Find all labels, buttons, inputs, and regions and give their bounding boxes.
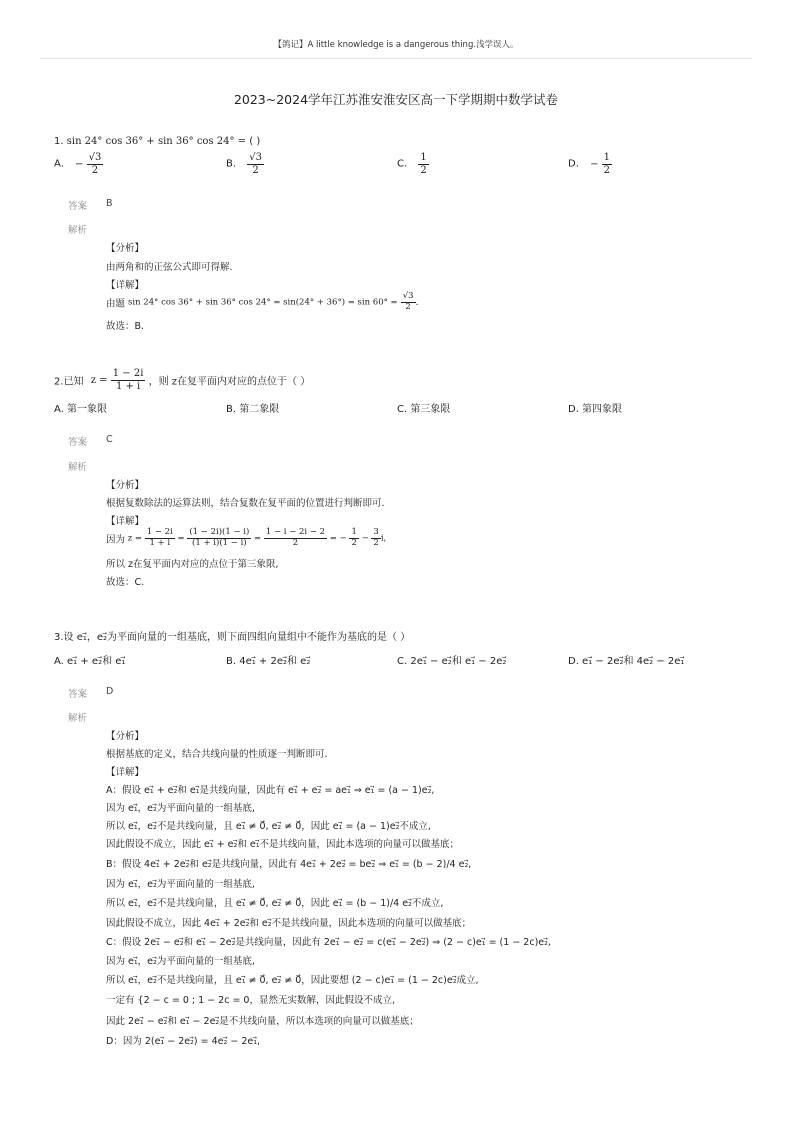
q3-detail-line: 因此 2e₁⃗ − e₂⃗和 e₁⃗ − 2e₂⃗是不共线向量，所以本选项的向量可以做基底； [106,1016,419,1027]
detail-fraction-4 [349,528,358,549]
q3-detail-line: 因此假设不成立，因此 4e₁⃗ + 2e₂⃗和 e₂⃗不是共线向量，因此本选项的向量可以做基底； [106,918,472,929]
question-2-stem [54,368,310,392]
q1-analysis-heading: 【分析】 [106,243,145,254]
question-1-option-a [54,152,103,176]
detail-end: . [415,296,419,308]
question-2-number: 2.已知 [54,376,84,388]
detail-math: sin 24° cos 36° + sin 36° cos 24° = sin(24° + 36°) = sin 60° = [128,297,398,308]
answer-label: 答案 [68,689,88,700]
equals-sign: = [254,533,262,544]
q2-analysis-heading: 【分析】 [106,480,145,491]
question-1-stem [54,136,260,147]
q3-detail-heading: 【详解】 [106,767,145,778]
analysis-label: 解析 [68,713,88,724]
question-3-option-b: B. 4e₁⃗ + 2e₂⃗和 e₂⃗ [226,656,311,667]
fraction-denominator: 1 + i [149,537,171,548]
fraction-numerator: 1 [603,152,611,163]
q3-detail-line: 因为 e₁⃗，e₂⃗为平面向量的一组基底, [106,956,255,967]
fraction-denominator: 2 [252,164,259,176]
fraction-denominator: 2 [420,164,427,176]
q3-detail-line: C：假设 2e₁⃗ − e₂⃗和 e₁⃗ − 2e₂⃗是共线向量，因此有 2e₁⃗ − e₂⃗ = c(e₁⃗ − 2e₂⃗) ⇒ (2 − c)e₁⃗ = (1 − 2c)e₂⃗, [106,937,551,948]
fraction-numerator: (1 − 2i)(1 − i) [189,527,250,537]
minus-sign: − [361,533,369,544]
q3-detail-line: D：因为 2(e₁⃗ − 2e₂⃗) = 4e₂⃗ − 2e₁⃗, [106,1036,261,1047]
option-fraction [247,152,264,176]
question-1-number: 1. [54,136,64,147]
analysis-label: 解析 [68,225,88,236]
analysis-label: 解析 [68,462,88,473]
question-1-answer: B [106,198,113,209]
option-label: D. [568,158,579,170]
question-2-option-d: D. 第四象限 [568,404,623,415]
q2-detail-line [106,528,386,549]
fraction-numerator: 1 [420,152,427,163]
question-1-paren: ( ) [249,136,261,147]
q2-detail-heading: 【详解】 [106,516,145,527]
fraction-denominator: 2 [373,537,379,548]
answer-label: 答案 [68,201,88,212]
question-3-option-d: D. e₁⃗ − 2e₂⃗和 4e₂⃗ − 2e₁⃗ [568,656,685,667]
question-3-answer: D [106,686,114,697]
fraction-numerator: √3 [249,152,262,163]
question-2-answer: C [106,434,113,445]
option-fraction [602,152,612,176]
q3-detail-line: 因此假设不成立，因此 e₁⃗ + e₂⃗和 e₁⃗不是共线向量，因此本选项的向量可以做基底； [106,839,459,850]
fraction-denominator: 2 [603,164,611,176]
detail-fraction [401,292,416,313]
question-1-option-c [397,152,429,176]
fraction-numerator: 1 − i − 2i − 2 [265,527,326,537]
fraction-numerator: 1 − 2i [146,527,173,537]
question-3-option-c: C. 2e₁⃗ − e₂⃗和 e₁⃗ − 2e₂⃗ [397,656,507,667]
detail-prefix: 因为 [106,534,126,546]
fraction-numerator: 3 [373,527,379,537]
detail-end: i, [380,533,387,544]
q1-detail-line [106,292,419,313]
q1-detail-heading: 【详解】 [106,280,145,291]
question-2-option-a: A. 第一象限 [54,404,108,415]
answer-label: 答案 [68,437,88,448]
q1-conclusion: 故选：B. [106,321,145,332]
q2-quadrant-text: 所以 z在复平面内对应的点位于第三象限, [106,559,279,570]
fraction-denominator: 2 [91,164,99,176]
q3-analysis-heading: 【分析】 [106,731,145,742]
question-2-z: z = [90,374,108,386]
detail-fraction-3 [264,528,327,549]
minus-sign: = − [329,533,347,544]
fraction-numerator: 1 [351,527,357,537]
q3-detail-line: 所以 e₁⃗，e₂⃗不是共线向量，且 e₁⃗ ≠ 0⃗, e₂⃗ ≠ 0⃗，因此 e₁⃗ = (a − 1)e₂⃗不成立, [106,821,431,832]
option-sign: − [75,158,84,170]
question-3-stem: 3.设 e₁⃗，e₂⃗为平面向量的一组基底，则下面四组向量组中不能作为基底的是（ ） [54,632,411,643]
q3-detail-line: 所以 e₁⃗，e₂⃗不是共线向量，且 e₁⃗ ≠ 0⃗, e₂⃗ ≠ 0⃗，因此 e₁⃗ = (b − 1)/4 e₂⃗不成立, [106,898,444,909]
q3-detail-line: A：假设 e₁⃗ + e₂⃗和 e₁⃗是共线向量，因此有 e₁⃗ + e₂⃗ = ae₁⃗ ⇒ e₁⃗ = (a − 1)e₂⃗, [106,785,435,796]
detail-fraction-1 [145,528,175,549]
fraction-numerator: √3 [88,152,102,163]
option-fraction [87,152,104,176]
option-label: B. [226,158,237,170]
fraction-denominator: 2 [405,301,411,312]
detail-fraction-2 [187,528,251,549]
option-sign: − [590,158,599,170]
equals-sign: = [177,533,185,544]
q3-detail-line: 因为 e₁⃗，e₂⃗为平面向量的一组基底, [106,879,255,890]
question-2-option-b: B. 第二象限 [226,404,280,415]
page-motto: 【鸽记】A little knowledge is a dangerous thing.浅学误人。 [273,40,519,50]
detail-prefix: 由题 [106,298,126,310]
fraction-denominator: (1 + i)(1 − i) [192,537,247,548]
page-title: 2023~2024学年江苏淮安淮安区高一下学期期中数学试卷 [233,92,559,107]
detail-z: z = [127,533,143,544]
q2-conclusion: 故选：C. [106,577,145,588]
option-label: C. [397,158,408,170]
q3-detail-line: 因为 e₁⃗，e₂⃗为平面向量的一组基底, [106,803,255,814]
option-fraction [418,152,428,176]
fraction-denominator: 2 [351,537,357,548]
question-1-option-b [226,152,264,176]
fraction-denominator: 2 [292,537,299,548]
question-2-suffix: ，则 z在复平面内对应的点位于（ ） [148,376,311,388]
q3-analysis-text: 根据基底的定义，结合共线向量的性质逐一判断即可. [106,749,328,760]
detail-fraction-5 [371,528,380,549]
q3-detail-line: 所以 e₁⃗，e₂⃗不是共线向量，且 e₁⃗ ≠ 0⃗, e₂⃗ ≠ 0⃗，因此要想 (2 − c)e₁⃗ = (1 − 2c)e₂⃗成立, [106,975,479,986]
question-3-option-a: A. e₁⃗ + e₂⃗和 e₁⃗ [54,656,126,667]
q3-detail-line: B：假设 4e₁⃗ + 2e₂⃗和 e₂⃗是共线向量，因此有 4e₁⃗ + 2e₂⃗ = be₂⃗ ⇒ e₁⃗ = (b − 2)/4 e₂⃗, [106,859,472,870]
option-label: A. [54,158,64,170]
fraction-numerator: √3 [402,291,414,301]
q3-detail-line: 一定有 {2 − c = 0 ; 1 − 2c = 0，显然无实数解，因此假设不成立, [106,995,395,1006]
q1-analysis-text: 由两角和的正弦公式即可得解. [106,262,233,273]
fraction-numerator: 1 − 2i [112,368,144,379]
question-2-option-c: C. 第三象限 [397,404,451,415]
header-divider [40,58,752,59]
q2-analysis-text: 根据复数除法的运算法则，结合复数在复平面的位置进行判断即可. [106,498,385,509]
question-2-fraction [111,368,146,392]
question-1-option-d [568,152,612,176]
question-1-math: sin 24° cos 36° + sin 36° cos 24° = [66,136,247,147]
fraction-denominator: 1 + i [115,380,141,392]
